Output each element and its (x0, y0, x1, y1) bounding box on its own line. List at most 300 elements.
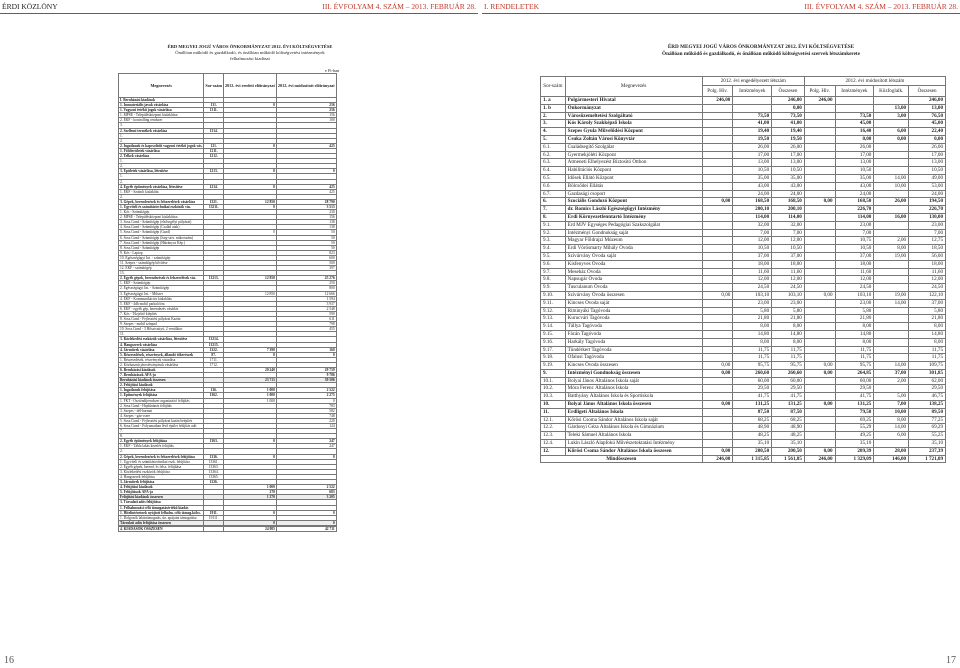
cell-f (874, 440, 909, 448)
cell-v2: 138 (276, 225, 336, 230)
cell-name: Riminyáki Tagóvoda (565, 307, 702, 315)
cell-e: 79,50 (835, 408, 874, 416)
cell-code: 131. (204, 103, 224, 108)
cell-no: 9.15. (541, 330, 566, 338)
table-body (119, 98, 337, 532)
cell-v2: 124 (276, 424, 336, 429)
cell-v2: 2 522 (276, 388, 336, 393)
cell-v1: 20 240 (223, 367, 276, 372)
cell-b: 37,00 (733, 252, 772, 260)
cell-a (702, 112, 733, 120)
cell-v1: 270 (223, 490, 276, 495)
cell-c: 48,90 (772, 424, 805, 432)
table-row (541, 260, 946, 268)
cell-a (702, 120, 733, 128)
cell-v2: 247 (276, 439, 336, 444)
cell-label: 1. Immateriális javak vásárlása (119, 103, 204, 108)
cell-a (702, 190, 733, 198)
cell-f (874, 307, 909, 315)
cell-label: 4. Felújítási kiadások (119, 485, 204, 490)
cell-label: 2. Egyéb gépek, berend. és felsz. felújítása (119, 464, 204, 469)
cell-name: Kincses Óvoda összesen (565, 362, 702, 370)
cell-e: 35,00 (835, 174, 874, 182)
cell-g: 14,80 (909, 330, 946, 338)
cell-a (702, 159, 733, 167)
cell-no: 9.11. (541, 299, 566, 307)
cell-a (702, 424, 733, 432)
cell-label: 2. Telkek vásárlása (119, 154, 204, 159)
cell-g: 77,25 (909, 416, 946, 424)
cell-a (702, 377, 733, 385)
table-row (541, 330, 946, 338)
table-row (541, 401, 946, 409)
cell-e: 95,75 (835, 362, 874, 370)
cell-label: 1. Építmények felújítása (119, 393, 204, 398)
cell-f: 37,00 (874, 369, 909, 377)
cell-label: 1. Vagyoni értékű jogok vásárlása (119, 108, 204, 113)
left-title-line2: Önállóan működő és gazdálkodó, és önállóan működő költségvetési intézmények (175, 49, 325, 55)
cell-b: 95,75 (733, 362, 772, 370)
cell-g: 226,70 (909, 206, 946, 214)
cell-label: 3. Közlekedési eszközök felújítása (119, 469, 204, 474)
cell-g: 11,75 (909, 346, 946, 354)
cell-c: 1 561,85 (772, 455, 805, 463)
cell-c: 26,00 (772, 143, 805, 151)
cell-label: 4. Szepes - gáz-csere (119, 413, 204, 418)
cell-code: 13211. (204, 204, 224, 209)
cell-d (804, 237, 835, 245)
cell-v2: 160 (276, 347, 336, 352)
cell-d: 0,00 (804, 447, 835, 455)
cell-no: 3. (541, 120, 566, 128)
cell-f: 3,00 (874, 112, 909, 120)
cell-b: 23,00 (733, 299, 772, 307)
cell-e: 21,80 (835, 315, 874, 323)
cell-a: 0,00 (702, 401, 733, 409)
cell-b: 48,90 (733, 424, 772, 432)
cell-f (874, 385, 909, 393)
cell-name: Érdi Vörösmarty Mihály Óvoda (565, 245, 702, 253)
cell-name: dr. Romics László Egészségügyi Intézmény (565, 206, 702, 214)
cell-c: 13,00 (772, 159, 805, 167)
cell-code: 1212. (204, 154, 224, 159)
cell-f (874, 268, 909, 276)
cell-name: Habilitációs Központ (565, 167, 702, 175)
cell-v1: 1 270 (223, 495, 276, 500)
cell-name: Városüzemeltetési Szolgáltató (565, 112, 702, 120)
cell-b: 12,00 (733, 276, 772, 284)
cell-code: 13361. (204, 459, 224, 464)
cell-code: 1363. (204, 439, 224, 444)
cell-a (702, 182, 733, 190)
cell-b (733, 104, 772, 112)
cell-name: Átmeneti Elhelyezést Biztosító Otthon (565, 159, 702, 167)
cell-b: 35,00 (733, 174, 772, 182)
cell-f: 14,00 (874, 362, 909, 370)
cell-v1: 0 (223, 510, 276, 515)
cell-f: 6,00 (874, 128, 909, 136)
cell-label: 1. (119, 159, 204, 164)
cell-a (702, 393, 733, 401)
cell-d (804, 346, 835, 354)
cell-g: 130,00 (909, 213, 946, 221)
cell-no: 9.1. (541, 221, 566, 229)
cell-b: 13,00 (733, 159, 772, 167)
cell-a (702, 268, 733, 276)
cell-label: 1. EKF - Tábla lakás kezelés felújítás (119, 444, 204, 449)
right-title-line1: ÉRD MEGYEI JOGÚ VÁROS ÖNKORMÁNYZAT 2012. ÉVI KÖLTSÉGVETÉSE (667, 44, 855, 50)
cell-no: 10.2. (541, 385, 566, 393)
cell-v2: 0 (276, 454, 336, 459)
table-row (541, 151, 946, 159)
table-header-row (119, 74, 337, 98)
cell-b: 17,00 (733, 151, 772, 159)
cell-f: 19,00 (874, 291, 909, 299)
cell-code: 1711. (204, 357, 224, 362)
cell-a (702, 432, 733, 440)
cell-e: 209,39 (835, 447, 874, 455)
cell-name: Szociális Gondozó Központ (565, 198, 702, 206)
cell-f: 5,00 (874, 393, 909, 401)
cell-g: 76,50 (909, 112, 946, 120)
cell-a (702, 221, 733, 229)
cell-v2: 250 (276, 281, 336, 286)
cell-g: 26,00 (909, 143, 946, 151)
cell-v2: 3 937 (276, 301, 336, 306)
left-header-rule (0, 13, 478, 14)
cell-c: 43,00 (772, 182, 805, 190)
cell-label: 1. Ügyviteli és számítástechnikai eszk. felújítása (119, 459, 204, 464)
cell-g: 55,25 (909, 432, 946, 440)
cell-d (804, 338, 835, 346)
cell-e: 37,00 (835, 252, 874, 260)
cell-name: Kincses Óvoda saját (565, 299, 702, 307)
cell-label: 4. KIADÁSOK ÖSSZESEN (119, 526, 204, 531)
table-row (541, 174, 946, 182)
cell-f (874, 315, 909, 323)
cell-g: 5,80 (909, 307, 946, 315)
cell-a (702, 128, 733, 136)
cell-v2: 0 (276, 398, 336, 403)
cell-a (702, 276, 733, 284)
cell-b: 41,75 (733, 393, 772, 401)
cell-f (874, 346, 909, 354)
cell-code: 13215. (204, 342, 224, 347)
right-title-line2: Önállóan működő és gazdálkodó, és önállóan működő költségvetési szervek létszámkerete (662, 50, 860, 57)
cell-v2: 800 (276, 286, 336, 291)
cell-v1: 7 390 (223, 347, 276, 352)
cell-b: 10,50 (733, 245, 772, 253)
cell-v2: 39 506 (276, 378, 336, 383)
cell-label: 1. Földterületek vásárlása (119, 148, 204, 153)
table-row (541, 268, 946, 276)
cell-c: 131,25 (772, 401, 805, 409)
cell-c: 24,50 (772, 284, 805, 292)
cell-label: 4. Járművek vásárlása (119, 347, 204, 352)
cell-g: 11,75 (909, 354, 946, 362)
cell-d (804, 424, 835, 432)
table-row (541, 143, 946, 151)
cell-a (702, 135, 733, 143)
cell-name: Tállya Tagóvoda (565, 323, 702, 331)
right-running-header (482, 0, 960, 14)
cell-no: 9.18. (541, 354, 566, 362)
cell-d (804, 206, 835, 214)
cell-v1: 12 850 (223, 199, 276, 204)
cell-label: 2. (119, 449, 204, 454)
cell-label: 8. (119, 434, 204, 439)
cell-f: 26,00 (874, 198, 909, 206)
cell-g: 10,50 (909, 167, 946, 175)
cell-g: 62,00 (909, 377, 946, 385)
cell-label: 1. EKF - Számítógép (119, 281, 204, 286)
cell-no: 6.7. (541, 190, 566, 198)
cell-name: Lukin László Alapfokú Művészetoktatási Intézmény (565, 440, 702, 448)
cell-label: Beruházási kiadások összesen (119, 378, 204, 383)
cell-e: 14,80 (835, 330, 874, 338)
col-sub-osszesen-2: Összesen (909, 86, 946, 97)
cell-v2: 600 (276, 255, 336, 260)
headcount-header-row1 (541, 77, 946, 86)
table-row (541, 159, 946, 167)
cell-e: 114,00 (835, 213, 874, 221)
table-row (541, 245, 946, 253)
cell-v2: 230 (276, 210, 336, 215)
cell-name: Intézményi Gondnokság saját (565, 229, 702, 237)
cell-no: 12.3. (541, 432, 566, 440)
cell-g: 29,50 (909, 385, 946, 393)
cell-label: 2. Ingatlanok és kapcsolódó vagyoni értékű jogok vás. (120, 143, 203, 148)
cell-v1: 0 (223, 169, 276, 174)
cell-label: 3. Járművek felújítása (119, 480, 204, 485)
cell-no: 12.2. (541, 424, 566, 432)
cell-a (702, 143, 733, 151)
cell-code: 136. (204, 388, 224, 393)
cell-v2: 425 (276, 143, 336, 148)
cell-g: 89,50 (909, 408, 946, 416)
cell-c: 68,25 (772, 416, 805, 424)
cell-name: Gazdasági csoport (565, 190, 702, 198)
cell-name: Gyermekjóléti Központ (565, 151, 702, 159)
cell-b: 200,10 (733, 206, 772, 214)
col-sub-kozfoglalk-2: Közfoglalk. (874, 86, 909, 97)
cell-e: 55,29 (835, 424, 874, 432)
cell-g: 1 721,09 (909, 455, 946, 463)
cell-f (874, 120, 909, 128)
left-page-number: 16 (4, 655, 14, 666)
cell-g: 69,29 (909, 424, 946, 432)
cell-g: 35,10 (909, 440, 946, 448)
cell-v2: 500 (276, 261, 336, 266)
cell-f: 28,00 (874, 447, 909, 455)
cell-f (874, 97, 909, 105)
cell-no: 9.19. (541, 362, 566, 370)
table-row (541, 190, 946, 198)
cell-d (804, 229, 835, 237)
left-title-line1: ÉRD MEGYEI JOGÚ VÁROS ÖNKORMÁNYZAT 2012. ÉVI KÖLTSÉGVETÉSE (167, 44, 333, 49)
cell-label: 3. (119, 123, 204, 128)
cell-d (804, 323, 835, 331)
cell-a (702, 151, 733, 159)
cell-g: 0,00 (909, 135, 946, 143)
cell-v2: 0 (276, 352, 336, 357)
table-row (541, 252, 946, 260)
cell-d (804, 167, 835, 175)
cell-v2: 100 (276, 118, 336, 123)
cell-d (804, 174, 835, 182)
cell-e: 8,00 (835, 323, 874, 331)
table-row (541, 198, 946, 206)
total-row (541, 455, 946, 463)
cell-d: 0,00 (804, 198, 835, 206)
cell-code: 1214. (204, 184, 224, 189)
cell-v2: 220 (276, 418, 336, 423)
cell-f (874, 330, 909, 338)
headcount-table-body (541, 97, 946, 463)
cell-name: Bölcsődei Ellátás (565, 182, 702, 190)
table-row (541, 354, 946, 362)
table-row (541, 276, 946, 284)
cell-f: 2,00 (874, 237, 909, 245)
cell-e: 8,00 (835, 338, 874, 346)
cell-name: Kós Károly Szakképző Iskola (565, 120, 702, 128)
cell-no: 11. (541, 408, 566, 416)
cell-v2: 590 (276, 311, 336, 316)
cell-e: 168,50 (835, 198, 874, 206)
cell-label: I. Beruházási kiadások (119, 98, 204, 103)
cell-no: 9.9. (541, 284, 566, 292)
cell-f (874, 323, 909, 331)
cell-d (804, 268, 835, 276)
cell-c: 35,00 (772, 174, 805, 182)
cell-e: 0,00 (835, 135, 874, 143)
cell-a (702, 284, 733, 292)
cell-v2: 2 548 (276, 306, 336, 311)
cell-d (804, 112, 835, 120)
cell-b: 103,10 (733, 291, 772, 299)
cell-f: 16,00 (874, 213, 909, 221)
cell-c: 24,00 (772, 190, 805, 198)
cell-a (702, 104, 733, 112)
cell-f (874, 260, 909, 268)
cell-label: 1. Ingatlanok felújítása (119, 388, 204, 393)
cell-a: 246,00 (702, 455, 733, 463)
cell-a (702, 346, 733, 354)
cell-e (835, 97, 874, 105)
cell-d (804, 408, 835, 416)
cell-v2: 3 513 (276, 204, 336, 209)
cell-f (874, 354, 909, 362)
cell-no: 12. (541, 447, 566, 455)
cell-name: Kurucvári Tagóvoda (565, 315, 702, 323)
cell-v1: 0 (223, 230, 276, 235)
cell-d (804, 354, 835, 362)
cell-v2: 138 (276, 220, 336, 225)
cell-e: 35,10 (835, 440, 874, 448)
table-row (541, 323, 946, 331)
col-header-megnevezes: Megnevezés (565, 77, 702, 97)
cell-a: 0,00 (702, 291, 733, 299)
cell-d (804, 432, 835, 440)
cell-a (702, 385, 733, 393)
cell-d (804, 213, 835, 221)
cell-g: 7,00 (909, 229, 946, 237)
cell-label: 1. Dolgozók lakástámogatás, ún. apújaint támogatása (119, 515, 204, 520)
cell-e: 7,00 (835, 229, 874, 237)
cell-no: 9.8. (541, 276, 566, 284)
cell-b: 87,50 (733, 408, 772, 416)
cell-label: 4. EKF - Kommunikációs kialakítás (119, 296, 204, 301)
cell-e: 18,00 (835, 260, 874, 268)
cell-label: 3. Gépek, berendezések és felszerelések vásárlása (119, 199, 204, 204)
cell-v1: 0 (223, 520, 276, 525)
right-header-section: I. RENDELETEK (484, 2, 539, 11)
cell-c: 10,50 (772, 167, 805, 175)
right-header-issue: III. ÉVFOLYAM 4. SZÁM – 2013. FEBRUÁR 28. (804, 2, 958, 11)
table-row (541, 385, 946, 393)
cell-code (204, 526, 224, 531)
cell-e: 11,75 (835, 346, 874, 354)
cell-no: 6.5. (541, 174, 566, 182)
cell-c: 14,80 (772, 330, 805, 338)
cell-v2: 50 (276, 240, 336, 245)
cell-f: 0,00 (874, 135, 909, 143)
cell-c: 246,00 (772, 97, 805, 105)
cell-no: 10.3. (541, 393, 566, 401)
cell-a (702, 167, 733, 175)
cell-no: 6.1. (541, 143, 566, 151)
cell-label: 1. Felhalmozási célú támogatásértékű kiadás (119, 505, 204, 510)
cell-no: 10. (541, 401, 566, 409)
table-row (541, 377, 946, 385)
col-header-sorszam: Sor-szám (541, 77, 566, 97)
cell-v2: 582 (276, 408, 336, 413)
cell-e: 24,50 (835, 284, 874, 292)
cell-v2: 0 (276, 520, 336, 525)
cell-name: Gárdonyi Géza Általános Iskola és Gimnázium (565, 424, 702, 432)
cell-no: 9.16. (541, 338, 566, 346)
cell-b: 8,00 (733, 323, 772, 331)
cell-d (804, 128, 835, 136)
cell-e: 60,00 (835, 377, 874, 385)
cell-no: 2. (541, 112, 566, 120)
cell-v2: 2 275 (276, 393, 336, 398)
cell-code: 13365. (204, 474, 224, 479)
cell-code: 1336. (204, 454, 224, 459)
cell-label: 2. (119, 138, 204, 143)
cell-c: 11,75 (772, 346, 805, 354)
cell-name: Kisfenyves Óvoda (565, 260, 702, 268)
cell-v2: 156 (276, 215, 336, 220)
cell-g: 194,50 (909, 198, 946, 206)
table-row (541, 362, 946, 370)
cell-v2: 455 (276, 327, 336, 332)
cell-code: 1213. (204, 169, 224, 174)
cell-v1: 1 000 (223, 485, 276, 490)
cell-d: 0,00 (804, 401, 835, 409)
cell-label: 2. Közhasznú jáncsétványások vásárlása (119, 362, 204, 367)
cell-a (702, 213, 733, 221)
cell-e: 23,00 (835, 221, 874, 229)
cell-name: Bolyai János Általános Iskola saját (565, 377, 702, 385)
cell-v2: 29 759 (276, 367, 336, 372)
cell-g: 23,00 (909, 221, 946, 229)
col-sub-polghiv-1: Polg. Hiv. (702, 86, 733, 97)
cell-name: Harkály Tagóvoda (565, 338, 702, 346)
cell-v2: 25 276 (276, 276, 336, 281)
cell-e: 131,25 (835, 401, 874, 409)
cell-b: 114,00 (733, 213, 772, 221)
